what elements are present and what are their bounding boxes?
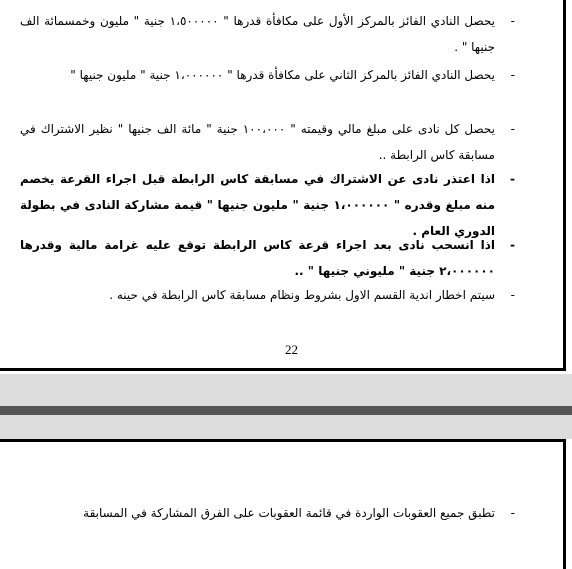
item-text: يحصل النادي الفائز بالمركز الثاني على مكافأة قدرها " ١،٠٠٠٠٠٠ جنية " مليون جنيها " [70, 68, 495, 82]
list-item [20, 116, 515, 168]
list-item [20, 62, 515, 88]
list-item [20, 500, 515, 526]
page-number: 22 [285, 342, 298, 357]
list-item [20, 8, 515, 60]
page-gap [0, 415, 572, 439]
bullet-marker: - [510, 172, 515, 186]
item-text: اذا انسحب نادى بعد اجراء قرعة كاس الرابطة توقع عليه غرامة مالية وقدرها ٢،٠٠٠٠٠٠ جنية " مليوني جنيها " .. [20, 238, 495, 278]
page-separator [0, 406, 572, 415]
item-text: سيتم اخطار اندية القسم الاول بشروط ونظام مسابقة كاس الرابطة في حينه . [109, 288, 495, 302]
bullet-marker: - [510, 14, 515, 28]
item-text: يحصل كل نادى على مبلغ مالي وقيمته " ١٠٠،٠٠٠ جنية " مائة الف جنيها " نظير الاشتراك في مسابقة كاس الرابطة .. [20, 122, 495, 162]
bullet-marker: - [510, 122, 515, 136]
document-page [0, 439, 566, 569]
item-text: يحصل النادي الفائز بالمركز الأول على مكافأة قدرها " ١،٥٠٠٠٠٠ جنية " مليون وخمسمائة الف جنيها " . [20, 14, 495, 54]
bullet-marker: - [510, 238, 515, 252]
bullet-marker: - [510, 68, 515, 82]
item-text: اذا اعتذر نادى عن الاشتراك في مسابقة كاس الرابطة قبل اجراء القرعة يخصم منه مبلغ وقدره " ١،٠٠٠٠٠٠ جنية " مليون جنيها " قيمة مشاركة النادى في بطولة الدوري العام . [20, 172, 496, 238]
list-item [20, 282, 515, 308]
item-text: تطبق جميع العقوبات الواردة في قائمة العقوبات على الفرق المشاركة في المسابقة [83, 506, 495, 520]
bullet-marker: - [510, 288, 515, 302]
page-gap [0, 374, 572, 406]
bullet-marker: - [510, 506, 515, 520]
list-item [20, 232, 515, 284]
